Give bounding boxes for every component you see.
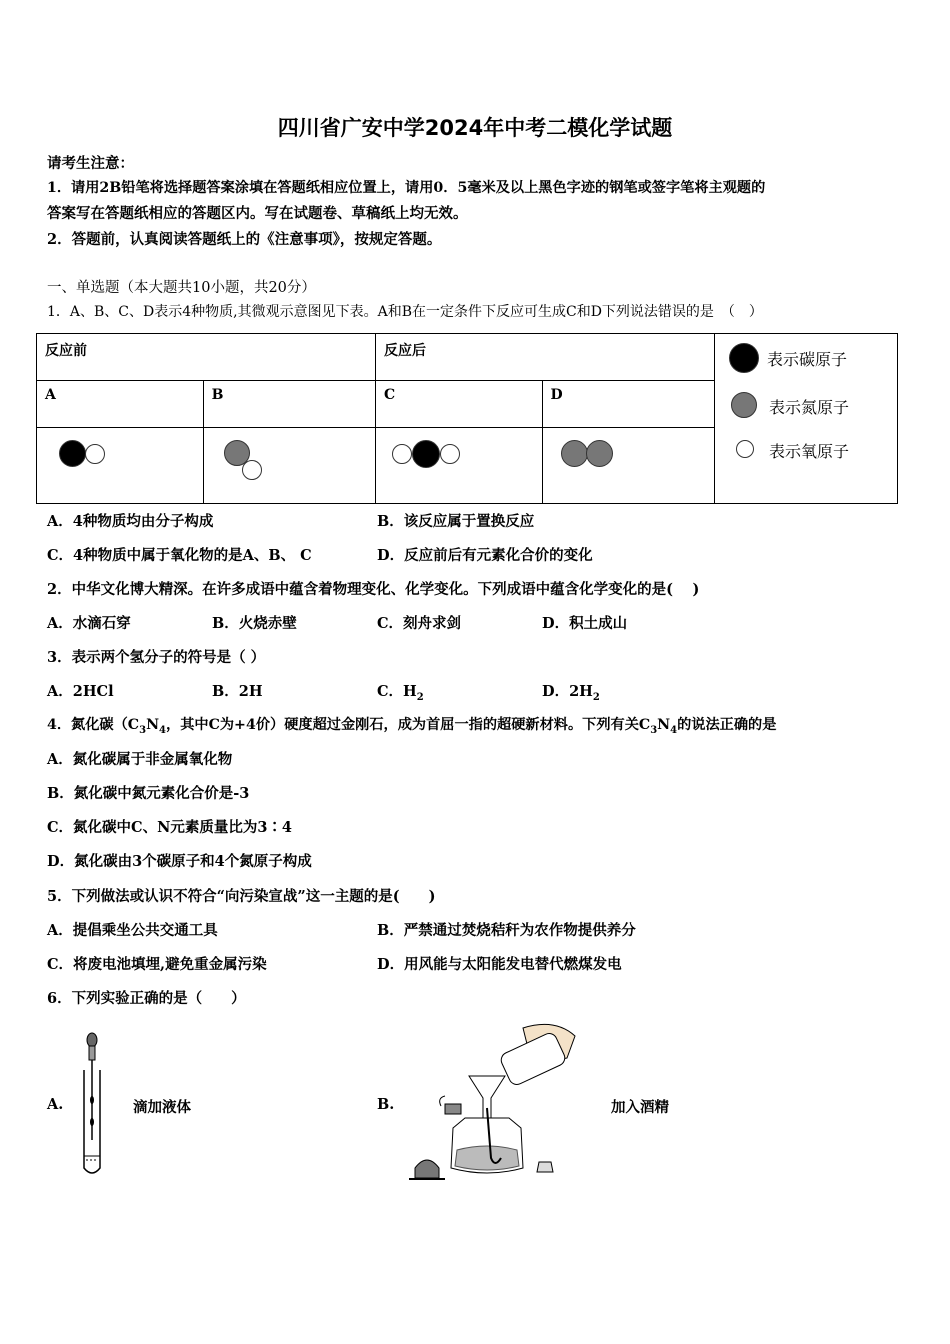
q4-option-c: C．氮化碳中C、N元素质量比为3∶4 — [47, 819, 293, 836]
q3-option-a: A．2HCl — [47, 683, 114, 700]
q4-option-a: A．氮化碳属于非金属氧化物 — [47, 751, 233, 768]
q5-stem: 5．下列做法或认识不符合“向污染宣战”这一主题的是( ) — [47, 888, 436, 905]
q5-option-c: C．将废电池填埋,避免重金属污染 — [47, 956, 267, 973]
q1-stem: 1．A、B、C、D表示4种物质,其微观示意图见下表。A和B在一定条件下反应可生成C和D下列说法错误的是 （ ） — [47, 304, 763, 320]
header-after: 反应后 — [375, 334, 714, 381]
q1-option-d: D．反应前后有元素化合价的变化 — [377, 547, 593, 564]
q2-option-d: D．积土成山 — [542, 615, 628, 632]
q6-option-a-label: 滴加液体 — [133, 1099, 191, 1116]
q6-option-b: B. — [377, 1096, 395, 1113]
oxygen-atom-icon — [85, 444, 105, 464]
q6-option-b-label: 加入酒精 — [611, 1099, 669, 1116]
q1-option-b: B．该反应属于置换反应 — [377, 513, 535, 530]
col-c: C — [375, 381, 542, 428]
legend-cell — [715, 334, 898, 504]
legend-oxygen: 表示氧原子 — [769, 442, 850, 461]
molecule-table — [36, 333, 898, 504]
q3-option-c: C．$H_2$ — [377, 683, 424, 703]
carbon-atom-icon — [412, 440, 440, 468]
molecule-d — [542, 428, 714, 504]
q3-option-b: B．2H — [212, 683, 263, 700]
q5-option-d: D．用风能与太阳能发电替代燃煤发电 — [377, 956, 622, 973]
q6-option-a: A. — [47, 1096, 64, 1113]
carbon-atom-icon — [59, 440, 86, 467]
molecule-c — [375, 428, 542, 504]
col-b: B — [203, 381, 375, 428]
alcohol-lamp-icon — [405, 1018, 585, 1186]
q1-option-a: A．4种物质均由分子构成 — [47, 513, 214, 530]
legend-nitrogen: 表示氮原子 — [769, 398, 850, 417]
q5-option-a: A．提倡乘坐公共交通工具 — [47, 922, 218, 939]
q6-stem: 6．下列实验正确的是（ ） — [47, 990, 246, 1007]
col-a: A — [37, 381, 204, 428]
q3-stem: 3．表示两个氢分子的符号是（ ） — [47, 649, 266, 666]
oxygen-atom-icon — [242, 460, 262, 480]
q2-option-c: C．刻舟求剑 — [377, 615, 462, 632]
page-title: 四川省广安中学2024年中考二模化学试题 — [277, 116, 673, 140]
oxygen-legend-icon — [736, 440, 754, 458]
q4-option-d: D．氮化碳由3个碳原子和4个氮原子构成 — [47, 853, 312, 870]
header-before: 反应前 — [37, 334, 376, 381]
oxygen-atom-icon — [440, 444, 460, 464]
col-d: D — [542, 381, 714, 428]
carbon-legend-icon — [729, 343, 759, 373]
notice-heading: 请考生注意： — [47, 155, 134, 172]
legend-carbon: 表示碳原子 — [767, 350, 848, 369]
nitrogen-legend-icon — [731, 392, 757, 418]
dropper-test-tube-icon — [72, 1030, 112, 1180]
q1-option-c: C．4种物质中属于氧化物的是A、B、 C — [47, 547, 312, 564]
molecule-a — [37, 428, 204, 504]
oxygen-atom-icon — [392, 444, 412, 464]
q3-option-d: D．$2H_2$ — [542, 683, 600, 703]
q2-stem: 2．中华文化博大精深。在许多成语中蕴含着物理变化、化学变化。下列成语中蕴含化学变化的是( ) — [47, 581, 700, 598]
q4-option-b: B．氮化碳中氮元素化合价是-3 — [47, 785, 250, 802]
notice-line1a: 1．请用2B铅笔将选择题答案涂填在答题纸相应位置上，请用0．5毫米及以上黑色字迹的钢笔或签字笔将主观题的 — [47, 180, 766, 196]
notice-line2: 2．答题前，认真阅读答题纸上的《注意事项》，按规定答题。 — [47, 231, 442, 248]
q2-option-b: B．火烧赤壁 — [212, 615, 297, 632]
nitrogen-atom-icon — [586, 440, 613, 467]
q5-option-b: B．严禁通过焚烧秸秆为农作物提供养分 — [377, 922, 636, 939]
q4-stem: 4．氮化碳（$C_3N_4$，其中C为+4价）硬度超过金刚石，成为首屈一指的超硬新材料。下列有关$C_3N_4$的说法正确的是 — [47, 717, 777, 736]
nitrogen-atom-icon — [561, 440, 588, 467]
section-heading: 一、单选题（本大题共10小题，共20分） — [47, 280, 316, 296]
q2-option-a: A．水滴石穿 — [47, 615, 131, 632]
notice-line1b: 答案写在答题纸相应的答题区内。写在试题卷、草稿纸上均无效。 — [47, 205, 468, 222]
molecule-b — [203, 428, 375, 504]
